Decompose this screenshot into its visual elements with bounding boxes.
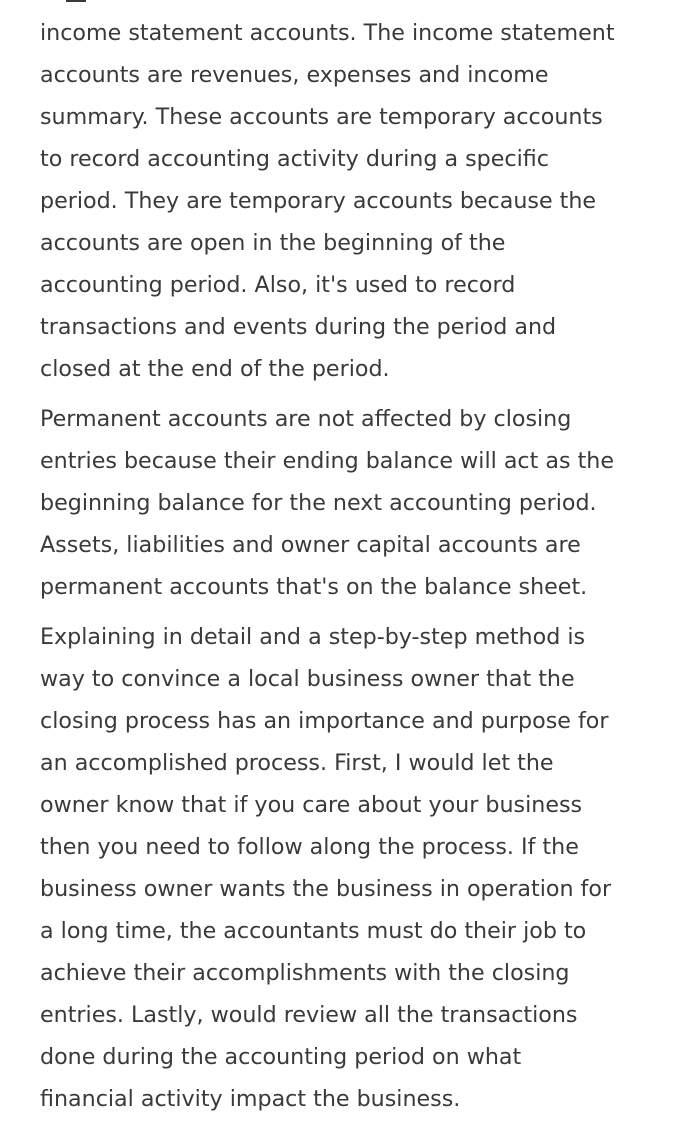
- text-line: way to convince a local business owner that the: [40, 666, 575, 692]
- text-line: done during the accounting period on what: [40, 1044, 522, 1070]
- text-line: Permanent accounts are not affected by closing: [40, 406, 572, 432]
- text-line: closing process has an importance and purpose for: [40, 708, 609, 734]
- text-line: permanent accounts that's on the balance sheet.: [40, 574, 588, 600]
- text-line: Assets, liabilities and owner capital accounts are: [40, 532, 581, 558]
- text-line: to record accounting activity during a specific: [40, 146, 549, 172]
- text-line: summary. These accounts are temporary accounts: [40, 104, 603, 130]
- text-line: period. They are temporary accounts because the: [40, 188, 597, 214]
- paragraph-income-statement: [40, 12, 680, 390]
- text-line: financial activity impact the business.: [40, 1086, 461, 1112]
- text-line: achieve their accomplishments with the closing: [40, 960, 570, 986]
- text-line: beginning balance for the next accounting period.: [40, 490, 597, 516]
- text-line: business owner wants the business in operation for: [40, 876, 612, 902]
- text-line: entries because their ending balance will act as the: [40, 448, 614, 474]
- text-line: an accomplished process. First, I would let the: [40, 750, 554, 776]
- article-body: [40, 12, 680, 1128]
- text-line: then you need to follow along the process. If the: [40, 834, 579, 860]
- cut-off-text-fragment: [66, 0, 86, 2]
- text-line: accounting period. Also, it's used to record: [40, 272, 516, 298]
- paragraph-permanent-accounts: [40, 398, 680, 608]
- text-line: entries. Lastly, would review all the transactions: [40, 1002, 578, 1028]
- text-line: closed at the end of the period.: [40, 356, 390, 382]
- paragraph-closing-process: [40, 616, 680, 1120]
- text-line: owner know that if you care about your business: [40, 792, 583, 818]
- text-line: transactions and events during the period and: [40, 314, 557, 340]
- text-line: Explaining in detail and a step-by-step method is: [40, 624, 586, 650]
- text-line: accounts are revenues, expenses and income: [40, 62, 549, 88]
- text-line: a long time, the accountants must do their job to: [40, 918, 587, 944]
- text-line: income statement accounts. The income statement: [40, 20, 615, 46]
- text-line: accounts are open in the beginning of the: [40, 230, 506, 256]
